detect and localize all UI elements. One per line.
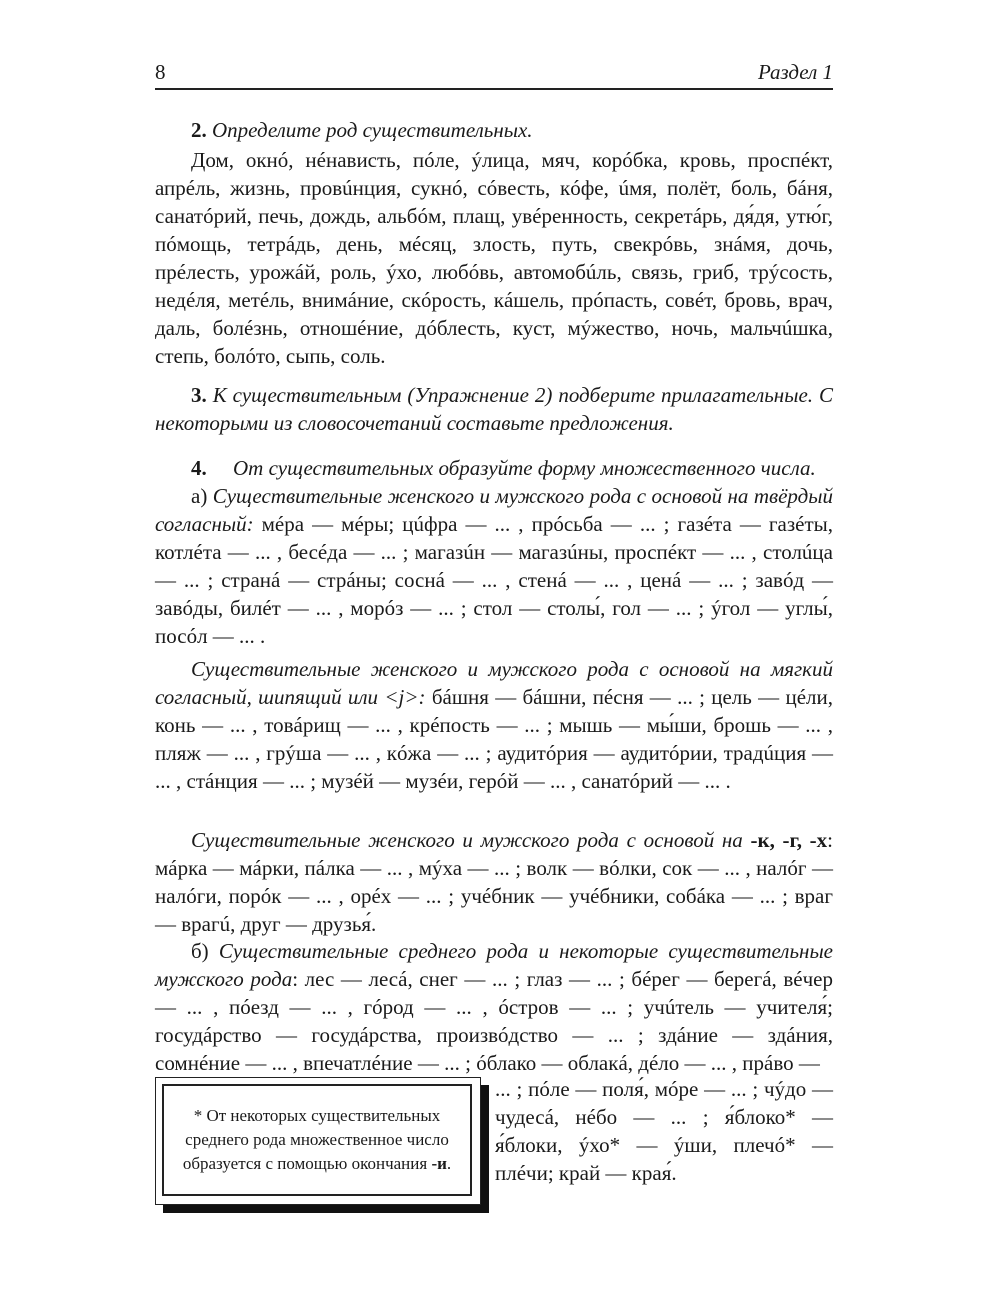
footnote-frame bbox=[155, 1077, 481, 1205]
part-heading: Существительные женского и мужского рода с основой на мягкий согласный, шипящий или <j>: bbox=[155, 657, 833, 709]
exercise-3 bbox=[155, 381, 833, 437]
footnote-ending: -и bbox=[431, 1154, 447, 1173]
footnote-period: . bbox=[446, 1154, 452, 1173]
exercise-2-title bbox=[155, 116, 833, 144]
exercise-2-words: Дом, окнó, нéнависть, пóле, ýлица, мяч, корóбка, кровь, проспéкт, апрéль, жизнь, провúнция, сукнó, сóвесть, кóфе, úмя, полёт, боль, бáня, санатóрий, печь, дождь, альбóм, плащ, увéренность, секретáрь, дя́дя, утю́г, пóмощь, тетрáдь, день, мéсяц, злость, путь, свекрóвь, знáмя, дочь, прéлесть, урожáй, роль, ýхо, любóвь, автомобúль, связь, гриб, трýсость, недéля, метéль, внимáние, скóрость, кáшель, прóпасть, совéт, бровь, врач, даль, болéзнь, отношéние, дóблесть, куст, мýжество, ночь, мальчúшка, степь, болóто, сыпь, соль. bbox=[155, 148, 833, 368]
part-endings: -к, -г, -х bbox=[742, 828, 828, 852]
exercise-4-part-b-continued: ... ; пóле — поля́, мóре — ... ; чýдо — чудесá, нéбо — ... ; я́блоко* — я́блоки, ýхо* — ýши, плечó* — плéчи; край — края́. bbox=[495, 1077, 833, 1185]
part-text: : мáрка — мáрки, пáлка — ... , мýха — ... ; волк — вóлки, сок — ... , налóг — налóги, порóк — ... , орéх — ... ; учéбник — учéбники, собáка — ... ; враг — врагú, друг — друзья́. bbox=[155, 828, 833, 936]
exercise-instruction: От существительных образуйте форму множественного числа. bbox=[233, 456, 816, 480]
part-heading: Существительные женского и мужского рода с основой на твёрдый согласный: bbox=[155, 484, 833, 536]
part-text: : лес — лесá, снег — ... ; глаз — ... ; бéрег — берегá, вéчер — ... , пóезд — ... , гóрод — ... , óстров — ... ; учúтель — учителя́; госудáрство — госудáрства, произвóдство — ... ; здáние — здáния, сомнéние — ... , впечатлéние — ... ; óблако — облакá, дéло — ... , прáво — bbox=[155, 967, 834, 1075]
page-header bbox=[155, 60, 833, 90]
exercise-number: 4. bbox=[191, 456, 207, 480]
exercise-4-title bbox=[155, 454, 833, 482]
section-title: Раздел 1 bbox=[757, 60, 833, 84]
exercise-instruction: Определите род существительных. bbox=[206, 118, 533, 142]
part-label: а) bbox=[191, 484, 213, 508]
exercise-4-part-a-soft bbox=[155, 655, 833, 795]
exercise-instruction: К существительным (Упражнение 2) подберите прилагательные. С некоторыми из словосочетаний составьте предложения. bbox=[155, 383, 833, 435]
part-heading: Существительные женского и мужского рода с основой на bbox=[191, 828, 743, 852]
part-label: б) bbox=[191, 939, 219, 963]
exercise-number: 2. bbox=[191, 118, 207, 142]
exercise-4-part-a bbox=[155, 482, 833, 650]
page-number: 8 bbox=[155, 60, 166, 84]
exercise-number: 3. bbox=[191, 383, 207, 407]
part-heading: Существительные среднего рода и некоторые существительные мужского рода bbox=[155, 939, 833, 991]
footnote-text bbox=[162, 1084, 472, 1196]
part-text: мéра — мéры; цúфра — ... , прóсьба — ... ; газéта — газéты, котлéта — ... , бесéда — ... ; магазúн — магазúны, проспéкт — ... , столúца — ... ; странá — стрáны; соснá — ... , стенá — ... , ценá — ... ; завóд — завóды, билéт — ... , морóз — ... ; стол — столы́, гол — ... ; ýгол — углы́, посóл — ... . bbox=[155, 512, 833, 648]
exercise-4-part-b bbox=[155, 937, 833, 1077]
footnote-box bbox=[155, 1077, 489, 1213]
part-text: бáшня — бáшни, пéсня — ... ; цель — цéли, конь — ... , товáрищ — ... , крéпость — ... ; мышь — мы́ши, брошь — ... , пляж — ... , грýша — ... , кóжа — ... ; аудитóрия — аудитóрии, традúция — ... , стáнция — ... ; музéй — музéи, герóй — ... , санатóрий — ... . bbox=[155, 685, 833, 793]
exercise-4-part-a-velar bbox=[155, 826, 833, 938]
footnote-body: * От некоторых существительных среднего рода множественное число образуется с помощью окончания bbox=[182, 1106, 449, 1173]
